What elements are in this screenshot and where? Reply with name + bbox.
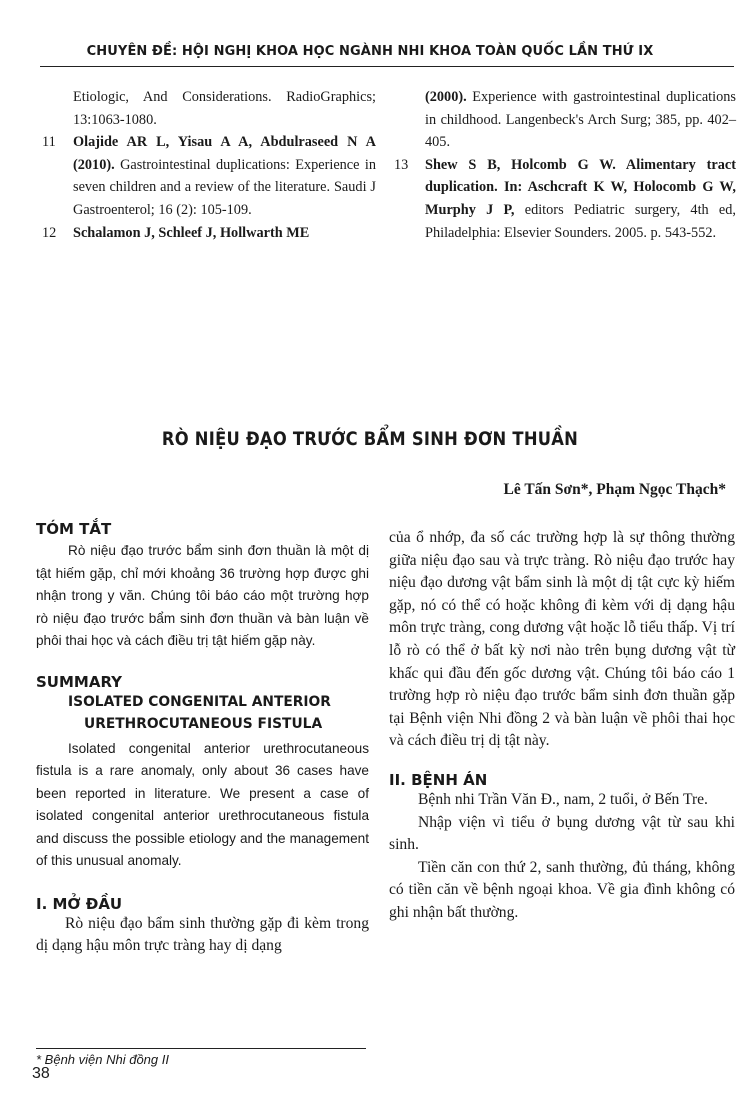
references-right-column <box>394 86 736 244</box>
reference-item <box>42 131 376 221</box>
intro-continuation: của ổ nhớp, đa số các trường hợp là sự thông thường giữa niệu đạo sau và trực tràng. Rò niệu đạo trước hay niệu đạo dương vật bẩm sinh là một dị tật cực kỳ hiếm gặp, nó có thể có hoặc không đi kèm với dị dạng hậu môn trực tràng, cong dương vật hoặc lỗ tiểu thấp. Vị trí lỗ rò có thể ở bất kỳ nơi nào trên bụng dương vật từ khấc qui đầu đến gốc dương vật. Chúng tôi báo cáo 1 trường hợp rò niệu đạo trước bẩm sinh đơn thuần gặp tại Bệnh viện Nhi đồng 2 và bàn luận về phôi thai học và cách điều trị dị tật này. <box>389 529 735 750</box>
right-text-column <box>389 527 735 925</box>
summary-title-line2: URETHROCUTANEOUS FISTULA <box>84 716 323 732</box>
reference-item <box>42 86 376 131</box>
reference-authors: Olajide AR L, Yisau A A, Abdulraseed N A (2010). <box>73 134 376 173</box>
reference-text <box>73 222 376 245</box>
header-rule <box>40 66 734 67</box>
reference-item <box>394 86 736 154</box>
tom-tat-body: Rò niệu đạo trước bẩm sinh đơn thuần là một dị tật hiếm gặp, chỉ mới khoảng 36 trường hợp được ghi nhận trong y văn. Chúng tôi báo cáo một trường hợp rò niệu đạo trước bẩm sinh đơn thuần và bàn luận về phôi thai học và cách điều trị tật hiếm gặp này. <box>36 543 369 648</box>
mo-dau-heading: I. MỞ ĐẦU <box>36 894 123 913</box>
reference-number <box>394 86 425 154</box>
reference-item <box>42 222 376 245</box>
reference-text: Olajide AR L, Yisau A A, Abdulraseed N A (2010). Gastrointestinal duplications: Experience in seven children and a review of the literature. Saudi J Gastroenterol; 16 (2): 105-109. <box>73 134 376 218</box>
benh-an-heading: II. BỆNH ÁN <box>389 770 488 789</box>
reference-text: (2000). Experience with gastrointestinal duplications in childhood. Langenbeck's Arch Surg; 385, pp. 402–405. <box>425 89 736 151</box>
summary-title-line1: ISOLATED CONGENITAL ANTERIOR <box>68 693 331 710</box>
reference-text: Shew S B, Holcomb G W. Alimentary tract duplication. In: Aschcraft K W, Holocomb G W, Murphy J P, editors Pediatric surgery, 4th ed, Philadelphia: Elsevier Sounders. 2005. p. 543-552. <box>425 156 737 241</box>
left-text-column <box>36 520 369 958</box>
reference-number: 12 <box>42 224 57 241</box>
reference-authors: (2000). <box>425 89 467 105</box>
case-paragraph-3: Tiền căn con thứ 2, sanh thường, đủ tháng, không có tiền căn về bệnh ngoại khoa. Về gia đình không có ghi nhận bất thường. <box>389 858 735 921</box>
references-left-column <box>42 86 376 244</box>
tom-tat-heading: TÓM TẮT <box>36 520 112 538</box>
article-authors: Lê Tấn Sơn*, Phạm Ngọc Thạch* <box>503 481 726 498</box>
running-header: CHUYÊN ĐỀ: HỘI NGHỊ KHOA HỌC NGÀNH NHI KHOA TOÀN QUỐC LẦN THỨ IX <box>86 44 654 59</box>
page-number: 38 <box>32 1065 50 1082</box>
reference-number: 11 <box>42 134 56 151</box>
footnote: * Bệnh viện Nhi đồng II <box>36 1052 169 1067</box>
case-paragraph-1: Bệnh nhi Trần Văn Đ., nam, 2 tuổi, ở Bến Tre. <box>418 790 708 808</box>
article-title: RÒ NIỆU ĐẠO TRƯỚC BẨM SINH ĐƠN THUẦN <box>161 428 579 450</box>
mo-dau-body: Rò niệu đạo bẩm sinh thường gặp đi kèm trong dị dạng hậu môn trực tràng hay dị dạng <box>36 914 369 955</box>
reference-number: 13 <box>394 156 409 173</box>
summary-body: Isolated congenital anterior urethrocutaneous fistula is a rare anomaly, only about 36 cases have been reported in literature. We present a case of isolated congenital anterior urethrocutaneous fistula and discuss the possible etiology and the management of this unusual anomaly. <box>36 740 369 868</box>
reference-authors: Schalamon J, Schleef J, Hollwarth ME <box>73 224 310 241</box>
reference-item <box>394 154 736 244</box>
case-paragraph-2: Nhập viện vì tiểu ở bụng dương vật từ sau khi sinh. <box>389 813 735 854</box>
reference-number <box>42 86 73 131</box>
reference-authors: Shew S B, Holcomb G W. Alimentary tract duplication. In: Aschcraft K W, Holocomb G W, Murphy J P, <box>425 156 736 218</box>
reference-text: Etiologic, And Considerations. RadioGraphics; 13:1063-1080. <box>73 89 376 128</box>
summary-heading: SUMMARY <box>36 672 123 691</box>
footnote-rule <box>36 1048 366 1049</box>
